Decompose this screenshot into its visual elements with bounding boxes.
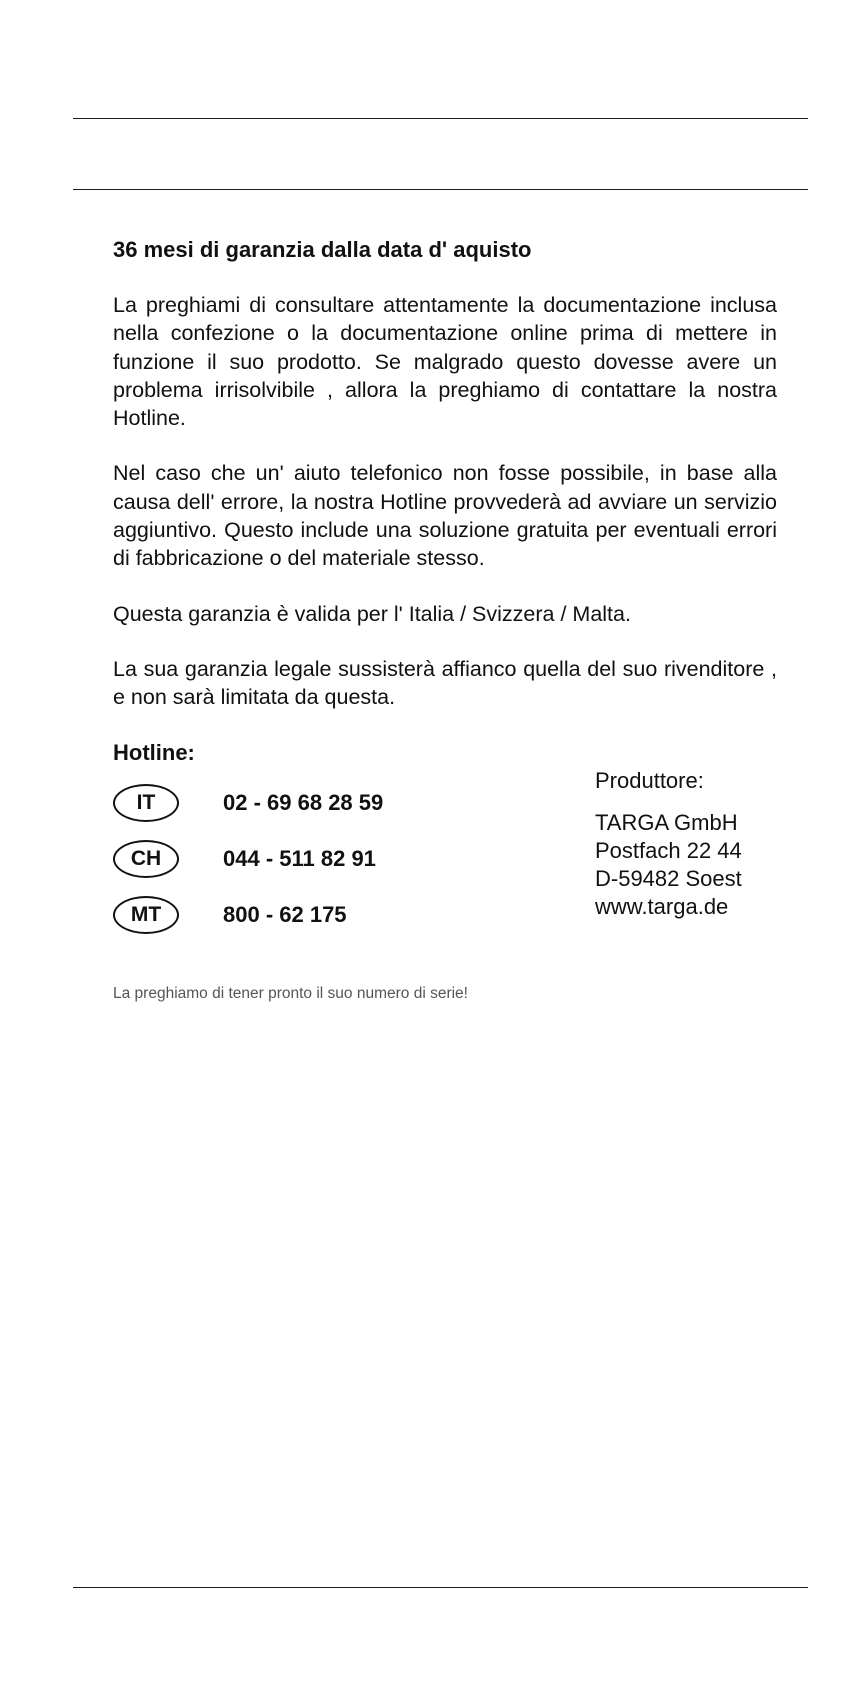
hotline-row-mt — [113, 893, 347, 937]
bottom-divider — [73, 1587, 808, 1588]
warranty-section — [113, 236, 777, 1003]
producer-website: www.targa.de — [595, 893, 729, 919]
hotline-label: Hotline: — [113, 739, 195, 765]
paragraph-legal: La sua garanzia legale sussisterà affianco quella del suo rivenditore , e non sarà limitata da questa. — [113, 656, 777, 710]
country-badge-it: IT — [113, 784, 179, 822]
phone-number-mt: 800 - 62 175 — [223, 901, 347, 927]
producer-city: D-59482 Soest — [595, 865, 742, 891]
phone-number-it: 02 - 69 68 28 59 — [223, 789, 384, 815]
producer-label: Produttore: — [595, 767, 704, 793]
country-badge-ch: CH — [113, 840, 179, 878]
header-divider — [73, 189, 808, 190]
hotline-row-it — [113, 781, 384, 825]
paragraph-validity: Questa garanzia è valida per l' Italia / Svizzera / Malta. — [113, 601, 631, 626]
serial-number-note: La preghiamo di tener pronto il suo numero di serie! — [113, 984, 468, 1002]
producer-company: TARGA GmbH — [595, 809, 738, 835]
top-divider — [73, 118, 808, 119]
phone-number-ch: 044 - 511 82 91 — [223, 845, 376, 871]
warranty-heading: 36 mesi di garanzia dalla data d' aquisto — [113, 237, 532, 262]
paragraph-documentation: La preghiami di consultare attentamente la documentazione inclusa nella confezione o la documentazione online prima di mettere in funzione il suo prodotto. Se malgrado questo dovesse avere un problema irrisolvibile , allora la preghiamo di contattare la nostra Hotline. — [113, 293, 777, 431]
producer-postbox: Postfach 22 44 — [595, 837, 742, 863]
country-badge-mt: MT — [113, 896, 179, 934]
hotline-row-ch — [113, 837, 376, 881]
paragraph-service: Nel caso che un' aiuto telefonico non fosse possibile, in base alla causa dell' errore, la nostra Hotline provvederà ad avviare un servizio aggiuntivo. Questo include una soluzione gratuita per eventuali errori di fabbricazione o del materiale stesso. — [113, 461, 777, 571]
hotline-block — [113, 767, 777, 953]
producer-address — [595, 767, 742, 921]
